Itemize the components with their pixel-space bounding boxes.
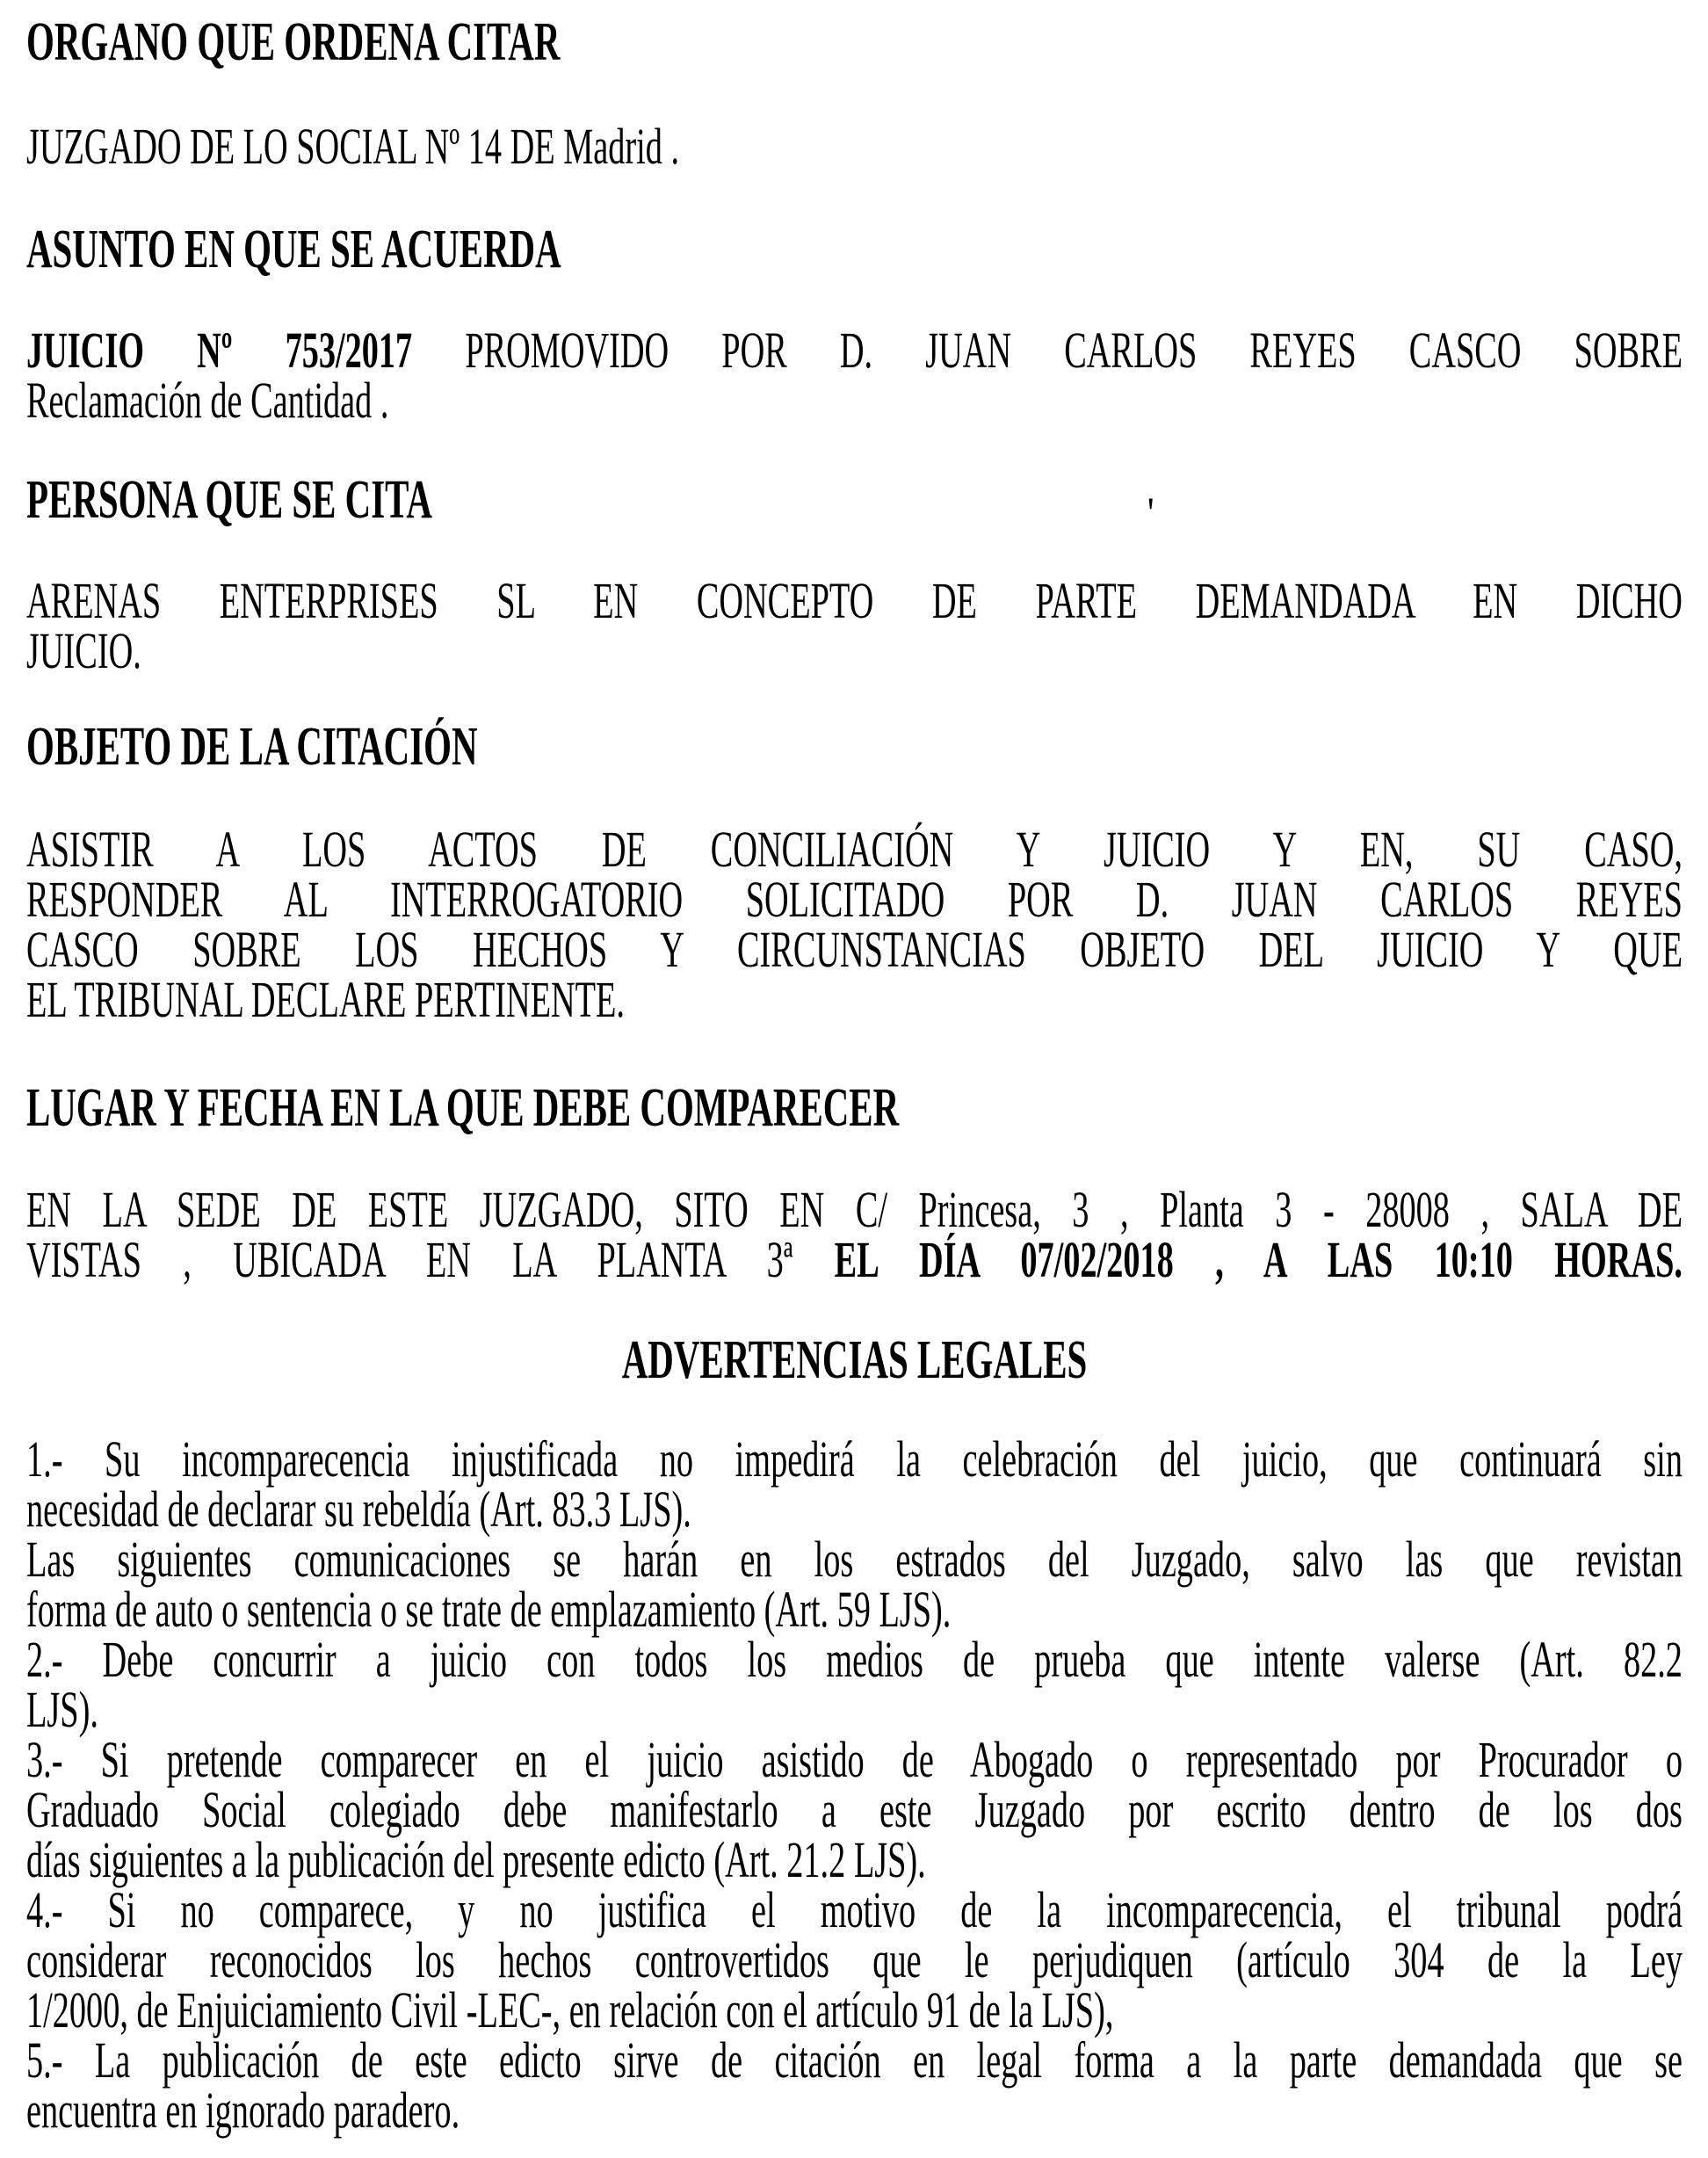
persona-heading-row xyxy=(26,470,1683,537)
case-number: JUICIO Nº 753/2017 xyxy=(26,322,413,379)
edict-document xyxy=(26,0,1683,2139)
section-heading-objeto: OBJETO DE LA CITACIÓN xyxy=(26,717,478,777)
section-heading-advertencias: ADVERTENCIAS LEGALES xyxy=(621,1330,1088,1390)
advertencias-block xyxy=(26,1430,1683,2139)
court-address-line: EN LA SEDE DE ESTE JUZGADO, SITO EN C/ Princesa, 3 , Planta 3 - 28008 , SALA DE xyxy=(26,1181,1683,1238)
case-line xyxy=(26,322,1683,379)
advertencia-line: 2.- Debe concurrir a juicio con todos los medios de prueba que intente valerse (Art. 82.2 xyxy=(26,1631,1683,1688)
section-heading-organo: ORGANO QUE ORDENA CITAR xyxy=(26,12,561,72)
advertencia-line: 3.- Si pretende comparecer en el juicio asistido de Abogado o representado por Procurador o xyxy=(26,1731,1683,1788)
objeto-line: EL TRIBUNAL DECLARE PERTINENTE. xyxy=(26,971,626,1028)
defendant-line-2: JUICIO. xyxy=(26,622,141,679)
objeto-line: RESPONDER AL INTERROGATORIO SOLICITADO POR D. JUAN CARLOS REYES xyxy=(26,871,1683,928)
advertencia-line: necesidad de declarar su rebeldía (Art. 83.3 LJS). xyxy=(26,1481,691,1538)
section-heading-persona: PERSONA QUE SE CITA xyxy=(26,470,432,530)
advertencia-line: Graduado Social colegiado debe manifestarlo a este Juzgado por escrito dentro de los dos xyxy=(26,1781,1683,1838)
advertencia-line: 5.- La publicación de este edicto sirve de citación en legal forma a la parte demandada que se xyxy=(26,2031,1683,2089)
advertencia-line: días siguientes a la publicación del presente edicto (Art. 21.2 LJS). xyxy=(26,1831,926,1888)
advertencia-line: considerar reconocidos los hechos controvertidos que le perjudiquen (artículo 304 de la Ley xyxy=(26,1931,1683,1988)
advertencia-line: encuentra en ignorado paradero. xyxy=(26,2082,460,2139)
advertencia-line: 1/2000, de Enjuiciamiento Civil -LEC-, en relación con el artículo 91 de la LJS), xyxy=(26,1981,1114,2039)
hearing-room: VISTAS , UBICADA EN LA PLANTA 3ª xyxy=(26,1231,835,1288)
advertencia-line: 1.- Su incomparecencia injustificada no impedirá la celebración del juicio, que continuará sin xyxy=(26,1430,1683,1488)
advertencia-line: Las siguientes comunicaciones se harán en los estrados del Juzgado, salvo las que revistan xyxy=(26,1531,1683,1588)
hearing-datetime: EL DÍA 07/02/2018 , A LAS 10:10 HORAS. xyxy=(834,1231,1683,1288)
hearing-date-line xyxy=(26,1231,1683,1288)
case-promoter: PROMOVIDO POR D. JUAN CARLOS REYES CASCO SOBRE xyxy=(412,322,1683,379)
section-heading-asunto: ASUNTO EN QUE SE ACUERDA xyxy=(26,220,561,279)
objeto-line: CASCO SOBRE LOS HECHOS Y CIRCUNSTANCIAS OBJETO DEL JUICIO Y QUE xyxy=(26,921,1683,978)
defendant-line: ARENAS ENTERPRISES SL EN CONCEPTO DE PARTE DEMANDADA EN DICHO xyxy=(26,572,1683,629)
case-subject-line: Reclamación de Cantidad . xyxy=(26,372,389,429)
advertencia-line: forma de auto o sentencia o se trate de emplazamiento (Art. 59 LJS). xyxy=(26,1581,952,1638)
stray-ink-mark: ' xyxy=(1147,488,1155,537)
section-heading-lugar: LUGAR Y FECHA EN LA QUE DEBE COMPARECER xyxy=(26,1078,900,1138)
advertencia-line: 4.- Si no comparece, y no justifica el motivo de la incomparecencia, el tribunal podrá xyxy=(26,1881,1683,1938)
objeto-line: ASISTIR A LOS ACTOS DE CONCILIACIÓN Y JUICIO Y EN, SU CASO, xyxy=(26,821,1683,878)
court-name-line: JUZGADO DE LO SOCIAL Nº 14 DE Madrid . xyxy=(26,118,680,175)
advertencia-line: LJS). xyxy=(26,1681,98,1738)
